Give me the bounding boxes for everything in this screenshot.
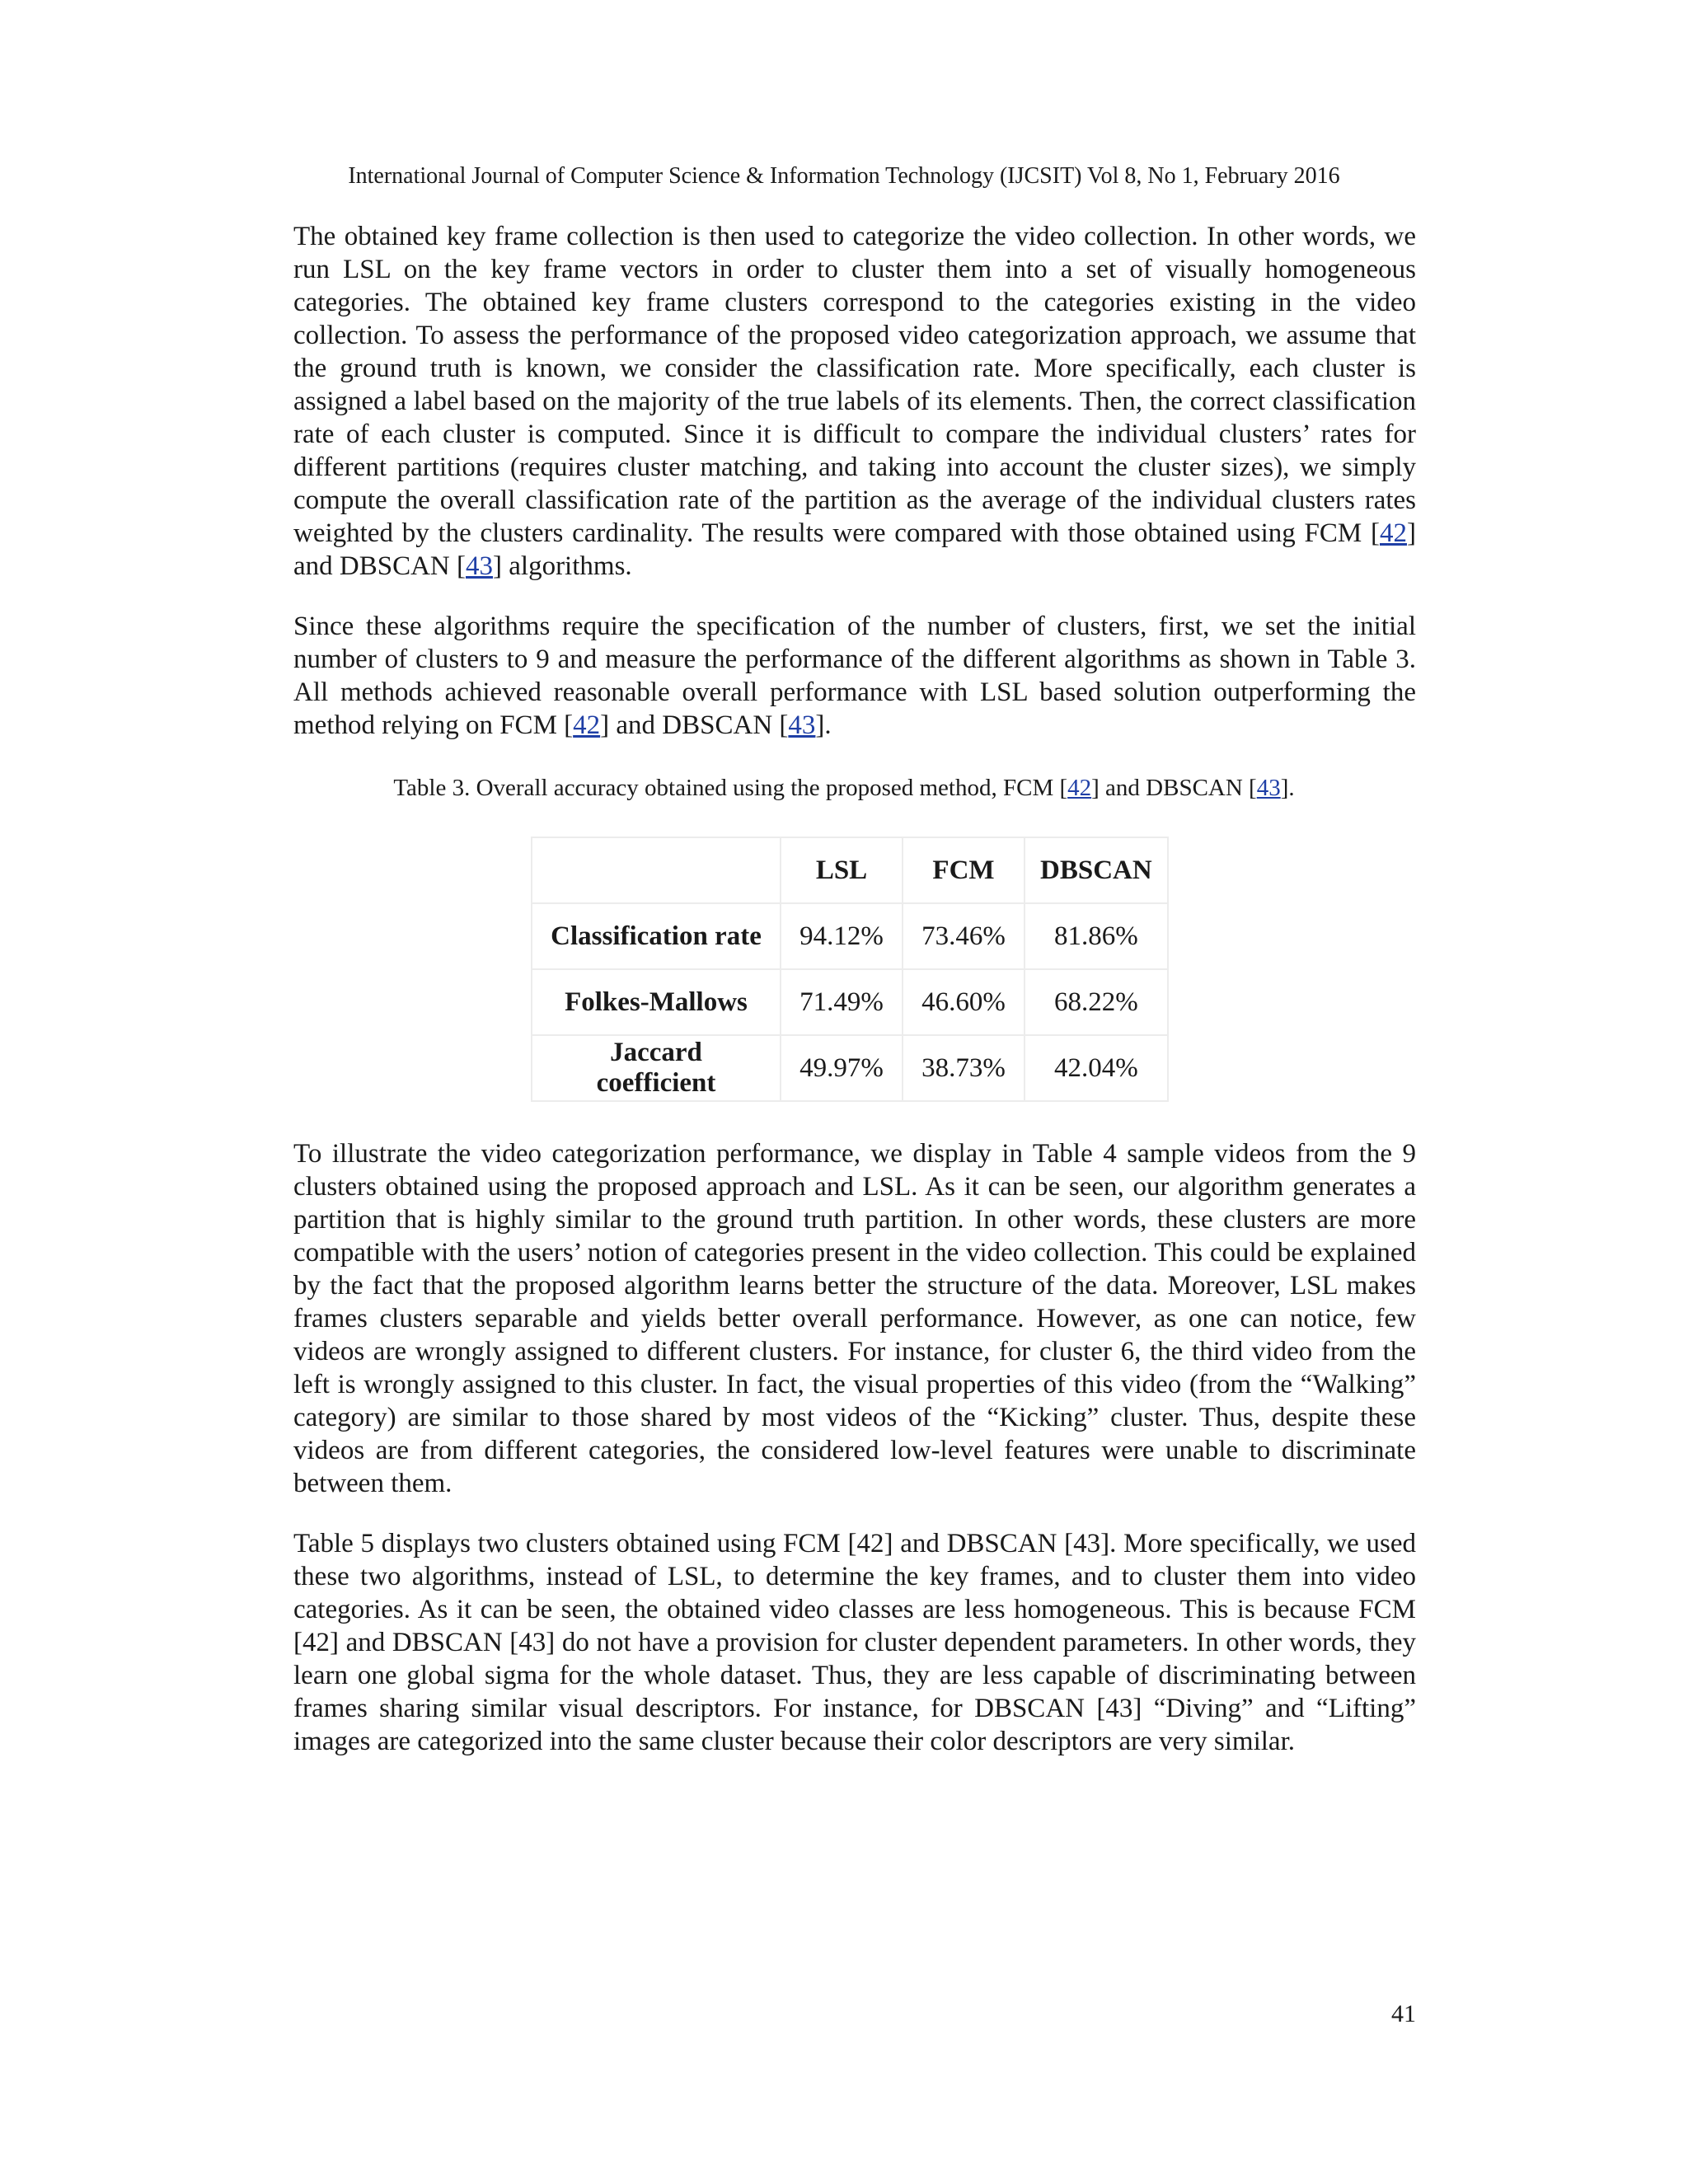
row-label: Classification rate xyxy=(532,903,781,969)
paragraph-1-text: The obtained key frame collection is then used to categorize the video collection. In other words, we run LSL on the key frame vectors in order to cluster them into a set of visually homogeneous categories. The obtained key frame clusters correspond to the categories existing in the video collection. To assess the performance of the proposed video categorization approach, we assume that the ground truth is known, we consider the classification rate. More specifically, each cluster is assigned a label based on the majority of the true labels of its elements. Then, the correct classification rate of each cluster is computed. Since it is difficult to compare the individual clusters’ rates for different partitions (requires cluster matching, and taking into account the cluster sizes), we simply compute the overall classification rate of the partition as the average of the individual clusters rates weighted by the clusters cardinality. The results were compared with those obtained using FCM [ xyxy=(293,222,1416,548)
table-cell: 71.49% xyxy=(781,969,903,1035)
table-cell: 46.60% xyxy=(903,969,1025,1035)
column-header-fcm: FCM xyxy=(903,837,1025,903)
citation-link-dbscan[interactable]: 43 xyxy=(788,710,816,740)
citation-link-fcm[interactable]: 42 xyxy=(1380,518,1407,548)
page-number: 41 xyxy=(1391,2000,1416,2027)
body-section-top xyxy=(293,220,1416,742)
caption-mid: ] and DBSCAN [ xyxy=(1091,775,1257,801)
paragraph-2 xyxy=(293,610,1416,742)
paragraph-4: Table 5 displays two clusters obtained using FCM [42] and DBSCAN [43]. More specifically, we used these two algorithms, instead of LSL, to determine the key frames, and to cluster them into video categories. As it can be seen, the obtained video classes are less homogeneous. This is because FCM [42] and DBSCAN [43] do not have a provision for cluster dependent parameters. In other words, they learn one global sigma for the whole dataset. Thus, they are less capable of discriminating between frames sharing similar visual descriptors. For instance, for DBSCAN [43] “Diving” and “Lifting” images are categorized into the same cluster because their color descriptors are very similar. xyxy=(293,1529,1416,1756)
results-table xyxy=(531,837,1169,1102)
table-cell: 68.22% xyxy=(1025,969,1168,1035)
citation-link-fcm[interactable]: 42 xyxy=(1067,775,1092,801)
row-label: Jaccard coefficient xyxy=(532,1035,781,1101)
table-cell: 73.46% xyxy=(903,903,1025,969)
caption-end: ]. xyxy=(1280,775,1295,801)
table-header-row xyxy=(532,837,1168,903)
table-cell: 81.86% xyxy=(1025,903,1168,969)
table-cell: 42.04% xyxy=(1025,1035,1168,1101)
table-cell: 94.12% xyxy=(781,903,903,969)
paragraph-2-mid: ] and DBSCAN [ xyxy=(600,710,789,740)
paragraph-3: To illustrate the video categorization performance, we display in Table 4 sample videos from the 9 clusters obtained using the proposed approach and LSL. As it can be seen, our algorithm generates a partition that is highly similar to the ground truth partition. In other words, these clusters are more compatible with the users’ notion of categories present in the video collection. This could be explained by the fact that the proposed algorithm learns better the structure of the data. Moreover, LSL makes frames clusters separable and yields better overall performance. However, as one can notice, few videos are wrongly assigned to different clusters. For instance, for cluster 6, the third video from the left is wrongly assigned to this cluster. In fact, the visual properties of this video (from the “Walking” category) are similar to those shared by most videos of the “Kicking” cluster. Thus, despite these videos are from different categories, the considered low-level features were unable to discriminate between them. xyxy=(293,1139,1416,1498)
column-header-lsl: LSL xyxy=(781,837,903,903)
running-head: International Journal of Computer Science & Information Technology (IJCSIT) Vol 8, No 1, February 2016 xyxy=(348,163,1340,189)
body-section-bottom xyxy=(293,1137,1416,1758)
caption-start: Table 3. Overall accuracy obtained using the proposed method, FCM [ xyxy=(393,775,1068,801)
table-row xyxy=(532,1035,1168,1101)
paragraph-1 xyxy=(293,220,1416,583)
citation-link-fcm[interactable]: 42 xyxy=(573,710,601,740)
table-row xyxy=(532,969,1168,1035)
table-row xyxy=(532,903,1168,969)
column-header-empty xyxy=(532,837,781,903)
table-cell: 38.73% xyxy=(903,1035,1025,1101)
citation-link-dbscan[interactable]: 43 xyxy=(1256,775,1281,801)
table-cell: 49.97% xyxy=(781,1035,903,1101)
citation-link-dbscan[interactable]: 43 xyxy=(466,551,494,581)
row-label: Folkes-Mallows xyxy=(532,969,781,1035)
paragraph-1-end: ] algorithms. xyxy=(493,551,632,581)
paragraph-2-end: ]. xyxy=(815,710,832,740)
paragraph-1-mid: ] and DBSCAN [ xyxy=(293,518,1416,581)
column-header-dbscan: DBSCAN xyxy=(1025,837,1168,903)
table-caption xyxy=(0,773,1688,803)
paragraph-2-text: Since these algorithms require the specification of the number of clusters, first, we set the initial number of clusters to 9 and measure the performance of the different algorithms as shown in Table 3. All methods achieved reasonable overall performance with LSL based solution outperforming the method relying on FCM [ xyxy=(293,612,1416,740)
